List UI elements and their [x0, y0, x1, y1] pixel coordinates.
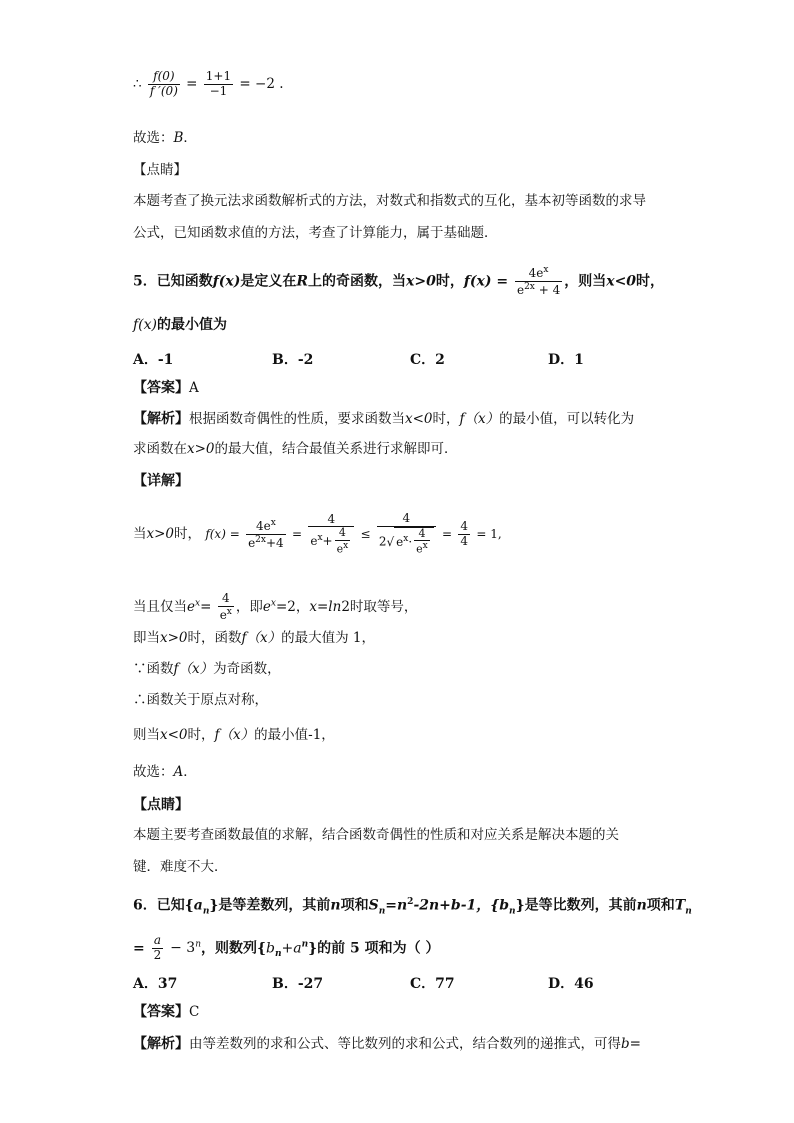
q6-option-b: B．-27 — [272, 976, 324, 992]
q6-option-d: D．46 — [548, 976, 594, 992]
detail-line-symmetry: ∴函数关于原点对称， — [133, 692, 268, 708]
note-line-1: 本题考查了换元法求函数解析式的方法，对数式和指数式的互化，基本初等函数的求导 — [133, 193, 646, 209]
section-heading-detail: 【详解】 — [133, 473, 189, 489]
answer-line: 【答案】A — [133, 380, 199, 396]
section-heading-dianjing: 【点睛】 — [133, 162, 187, 178]
option-b: B．-2 — [272, 352, 314, 368]
q6-answer-line: 【答案】C — [133, 1004, 200, 1020]
question-5-stem: 5．已知函数f(x)是定义在R上的奇函数，当x>0时，f(x) = $\frac{4e^x}{e^{2x} + 4}$ ，则当x<0时， — [133, 265, 665, 297]
q6-option-a: A．37 — [133, 976, 178, 992]
section-heading-dianjing-2: 【点睛】 — [133, 797, 189, 813]
q6-analysis-line-1: 【解析】由等差数列的求和公式、等比数列的求和公式，结合数列的递推式，可得b= — [133, 1036, 641, 1052]
question-6-stem-line2: = $\frac{a}{2}$ − $3^n$，则数列$\{b_n+a^n\}$的前 5 项和为（ ） — [133, 933, 440, 962]
q6-option-c: C．77 — [410, 976, 455, 992]
detail-inequality-line: 当x>0时， f(x) = $\frac{4e^x}{e^{2x}+4}$ = 4 $e^x+$ $\frac{4}{e^x}$ ≤ 4 2√ $e^x\cdot$ $\frac{4}{e^x}$ = $\frac{4}{4}$ = 1, — [133, 511, 502, 557]
option-a: A．-1 — [133, 352, 174, 368]
question-5-stem-line2: f(x)的最小值为 — [133, 317, 228, 333]
formula-line-ratio: ∴ $\frac{f(0)}{f '(0)}$ = $\frac{1+1}{-1}$ = −2 . — [133, 69, 284, 98]
question-6-stem: 6．已知$\{a_n\}$是等差数列，其前n项和$S_n=n^2-2n+b-1$，$\{b_n\}$是等比数列，其前n项和$T_n$ — [133, 897, 692, 917]
dianjing-line-2: 键．难度不大． — [133, 859, 228, 875]
option-d: D．1 — [548, 352, 584, 368]
option-c: C．2 — [410, 352, 445, 368]
analysis-line-2: 求函数在x>0的最大值，结合最值关系进行求解即可． — [133, 441, 458, 457]
dianjing-line-1: 本题主要考查函数最值的求解，结合函数奇偶性的性质和对应关系是解决本题的关 — [133, 827, 619, 843]
note-line-2: 公式，已知函数求值的方法，考查了计算能力，属于基础题． — [133, 225, 498, 241]
detail-line-choose: 故选：A． — [133, 764, 197, 780]
detail-equality-condition: 当且仅当$e^x=$ $\frac{4}{e^x}$ ，即$e^x=2$，x=ln2时取等号， — [133, 591, 418, 622]
analysis-line-1: 【解析】根据函数奇偶性的性质，要求函数当x<0时，f（x）的最小值，可以转化为 — [133, 411, 635, 427]
detail-line-odd: ∵函数f（x）为奇函数， — [133, 661, 281, 677]
detail-line-max: 即当x>0时，函数f（x）的最大值为 1， — [133, 630, 376, 646]
detail-line-min: 则当x<0时，f（x）的最小值-1， — [133, 727, 335, 743]
answer-choice-line: 故选：B． — [133, 130, 197, 146]
